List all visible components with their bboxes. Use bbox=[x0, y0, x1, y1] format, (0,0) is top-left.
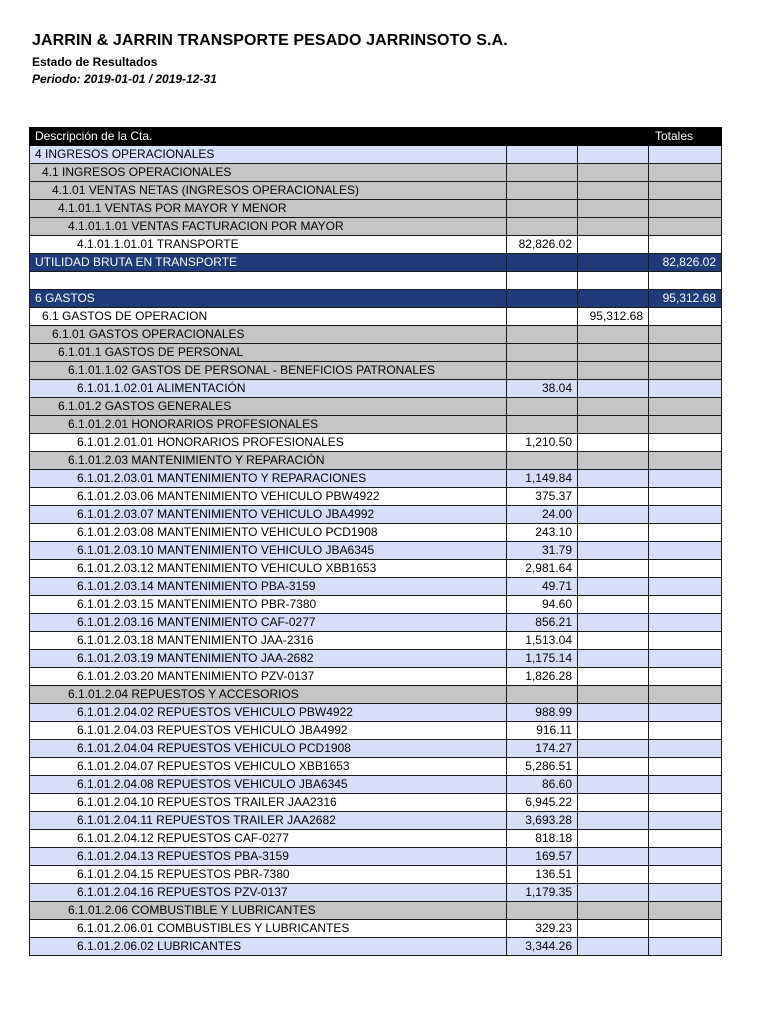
amount-value-1 bbox=[507, 415, 578, 433]
account-description: 6.1.01.2.03.14 MANTENIMIENTO PBA-3159 bbox=[30, 577, 507, 595]
table-row bbox=[30, 379, 722, 397]
amount-value-1 bbox=[507, 182, 578, 200]
amount-value-2 bbox=[578, 703, 649, 721]
amount-value-1 bbox=[507, 901, 578, 919]
amount-value-1: 38.04 bbox=[507, 379, 578, 397]
amount-value-1: 136.51 bbox=[507, 865, 578, 883]
total-value bbox=[649, 487, 722, 505]
amount-value-1: 856.21 bbox=[507, 613, 578, 631]
company-name: JARRIN & JARRIN TRANSPORTE PESADO JARRINSOTO S.A. bbox=[32, 32, 508, 49]
amount-value-1: 1,513.04 bbox=[507, 631, 578, 649]
amount-value-2 bbox=[578, 218, 649, 236]
table-row bbox=[30, 901, 722, 919]
amount-value-1 bbox=[507, 343, 578, 361]
account-description: 6.1.01.2.06.02 LUBRICANTES bbox=[30, 937, 507, 955]
amount-value-1 bbox=[507, 397, 578, 415]
amount-value-1: 1,210.50 bbox=[507, 433, 578, 451]
total-value bbox=[649, 919, 722, 937]
account-description: 4.1.01.1.01.01 TRANSPORTE bbox=[30, 236, 507, 254]
amount-value-2 bbox=[578, 919, 649, 937]
total-value bbox=[649, 685, 722, 703]
account-description: 6.1.01.2.03.16 MANTENIMIENTO CAF-0277 bbox=[30, 613, 507, 631]
amount-value-1: 49.71 bbox=[507, 577, 578, 595]
total-value bbox=[649, 343, 722, 361]
account-description: 6.1.01.2.04.07 REPUESTOS VEHICULO XBB1653 bbox=[30, 757, 507, 775]
account-description: 6.1.01.2.01.01 HONORARIOS PROFESIONALES bbox=[30, 433, 507, 451]
table-row bbox=[30, 164, 722, 182]
table-row bbox=[30, 343, 722, 361]
table-row bbox=[30, 325, 722, 343]
amount-value-1 bbox=[507, 451, 578, 469]
amount-value-1 bbox=[507, 272, 578, 290]
amount-value-1: 31.79 bbox=[507, 541, 578, 559]
amount-value-1: 82,826.02 bbox=[507, 236, 578, 254]
amount-value-1 bbox=[507, 146, 578, 164]
total-value bbox=[649, 739, 722, 757]
total-value bbox=[649, 649, 722, 667]
amount-value-2 bbox=[578, 631, 649, 649]
account-description: 6.1.01.2.04.03 REPUESTOS VEHICULO JBA4992 bbox=[30, 721, 507, 739]
table-row bbox=[30, 272, 722, 290]
table-row bbox=[30, 361, 722, 379]
table-row bbox=[30, 218, 722, 236]
table-row bbox=[30, 757, 722, 775]
account-description: 6.1.01 GASTOS OPERACIONALES bbox=[30, 325, 507, 343]
total-value bbox=[649, 883, 722, 901]
account-description: 6.1.01.2.04.08 REPUESTOS VEHICULO JBA6345 bbox=[30, 775, 507, 793]
account-description bbox=[30, 272, 507, 290]
account-description: 6.1.01.2.04.13 REPUESTOS PBA-3159 bbox=[30, 847, 507, 865]
account-description: 6 GASTOS bbox=[30, 289, 507, 307]
amount-value-2 bbox=[578, 721, 649, 739]
account-description: 6.1.01.2.04.15 REPUESTOS PBR-7380 bbox=[30, 865, 507, 883]
total-value bbox=[649, 307, 722, 325]
account-description: 6.1.01.2.04.02 REPUESTOS VEHICULO PBW4922 bbox=[30, 703, 507, 721]
amount-value-2 bbox=[578, 469, 649, 487]
total-value bbox=[649, 182, 722, 200]
account-description: 6.1.01.2.03.12 MANTENIMIENTO VEHICULO XBB1653 bbox=[30, 559, 507, 577]
amount-value-2 bbox=[578, 937, 649, 955]
account-description: 6.1.01.2.04.16 REPUESTOS PZV-0137 bbox=[30, 883, 507, 901]
amount-value-2 bbox=[578, 433, 649, 451]
amount-value-1: 1,149.84 bbox=[507, 469, 578, 487]
amount-value-2 bbox=[578, 829, 649, 847]
total-value bbox=[649, 146, 722, 164]
amount-value-1: 375.37 bbox=[507, 487, 578, 505]
amount-value-1: 1,175.14 bbox=[507, 649, 578, 667]
amount-value-2 bbox=[578, 775, 649, 793]
total-value bbox=[649, 793, 722, 811]
amount-value-2 bbox=[578, 236, 649, 254]
account-description: 6.1.01.2.03.08 MANTENIMIENTO VEHICULO PCD1908 bbox=[30, 523, 507, 541]
total-value bbox=[649, 218, 722, 236]
total-value bbox=[649, 325, 722, 343]
total-value bbox=[649, 523, 722, 541]
table-row bbox=[30, 883, 722, 901]
table-row bbox=[30, 487, 722, 505]
account-description: 4 INGRESOS OPERACIONALES bbox=[30, 146, 507, 164]
amount-value-1: 916.11 bbox=[507, 721, 578, 739]
amount-value-1: 2,981.64 bbox=[507, 559, 578, 577]
amount-value-2 bbox=[578, 343, 649, 361]
account-description: 4.1.01.1.01 VENTAS FACTURACION POR MAYOR bbox=[30, 218, 507, 236]
amount-value-1 bbox=[507, 218, 578, 236]
column-header-blank-2 bbox=[578, 128, 649, 146]
amount-value-2 bbox=[578, 883, 649, 901]
account-description: 6.1.01.2.06 COMBUSTIBLE Y LUBRICANTES bbox=[30, 901, 507, 919]
table-row bbox=[30, 200, 722, 218]
amount-value-1: 1,179.35 bbox=[507, 883, 578, 901]
total-value bbox=[649, 541, 722, 559]
amount-value-2 bbox=[578, 254, 649, 272]
column-header-description: Descripción de la Cta. bbox=[30, 128, 507, 146]
amount-value-1: 6,945.22 bbox=[507, 793, 578, 811]
amount-value-2 bbox=[578, 451, 649, 469]
amount-value-2 bbox=[578, 200, 649, 218]
amount-value-2 bbox=[578, 361, 649, 379]
amount-value-1 bbox=[507, 685, 578, 703]
amount-value-1: 1,826.28 bbox=[507, 667, 578, 685]
total-value bbox=[649, 613, 722, 631]
table-row bbox=[30, 649, 722, 667]
table-row bbox=[30, 182, 722, 200]
amount-value-2 bbox=[578, 901, 649, 919]
account-description: UTILIDAD BRUTA EN TRANSPORTE bbox=[30, 254, 507, 272]
amount-value-1: 243.10 bbox=[507, 523, 578, 541]
amount-value-1 bbox=[507, 361, 578, 379]
account-description: 6.1.01.2.03.18 MANTENIMIENTO JAA-2316 bbox=[30, 631, 507, 649]
amount-value-2 bbox=[578, 541, 649, 559]
table-row bbox=[30, 469, 722, 487]
amount-value-2 bbox=[578, 164, 649, 182]
table-row bbox=[30, 721, 722, 739]
total-value bbox=[649, 505, 722, 523]
table-row bbox=[30, 523, 722, 541]
total-value bbox=[649, 865, 722, 883]
amount-value-2 bbox=[578, 182, 649, 200]
table-row bbox=[30, 631, 722, 649]
amount-value-2 bbox=[578, 577, 649, 595]
total-value bbox=[649, 415, 722, 433]
amount-value-2 bbox=[578, 865, 649, 883]
table-row bbox=[30, 146, 722, 164]
account-description: 4.1.01 VENTAS NETAS (INGRESOS OPERACIONALES) bbox=[30, 182, 507, 200]
account-description: 4.1 INGRESOS OPERACIONALES bbox=[30, 164, 507, 182]
total-value bbox=[649, 703, 722, 721]
account-description: 6.1.01.2.04.10 REPUESTOS TRAILER JAA2316 bbox=[30, 793, 507, 811]
table-row bbox=[30, 937, 722, 955]
report-title: Estado de Resultados bbox=[32, 55, 158, 69]
table-row bbox=[30, 289, 722, 307]
table-row bbox=[30, 397, 722, 415]
total-value: 95,312.68 bbox=[649, 289, 722, 307]
amount-value-1 bbox=[507, 289, 578, 307]
account-description: 4.1.01.1 VENTAS POR MAYOR Y MENOR bbox=[30, 200, 507, 218]
amount-value-2 bbox=[578, 487, 649, 505]
total-value bbox=[649, 811, 722, 829]
total-value bbox=[649, 433, 722, 451]
amount-value-2 bbox=[578, 146, 649, 164]
amount-value-1 bbox=[507, 200, 578, 218]
amount-value-1: 988.99 bbox=[507, 703, 578, 721]
total-value bbox=[649, 775, 722, 793]
total-value bbox=[649, 200, 722, 218]
amount-value-1: 86.60 bbox=[507, 775, 578, 793]
table-row bbox=[30, 236, 722, 254]
table-row bbox=[30, 685, 722, 703]
amount-value-2 bbox=[578, 397, 649, 415]
amount-value-1: 169.57 bbox=[507, 847, 578, 865]
amount-value-2 bbox=[578, 272, 649, 290]
amount-value-2 bbox=[578, 847, 649, 865]
total-value bbox=[649, 451, 722, 469]
table-row bbox=[30, 667, 722, 685]
account-description: 6.1.01.2.03.06 MANTENIMIENTO VEHICULO PBW4922 bbox=[30, 487, 507, 505]
table-row bbox=[30, 775, 722, 793]
account-description: 6.1 GASTOS DE OPERACION bbox=[30, 307, 507, 325]
amount-value-2 bbox=[578, 289, 649, 307]
amount-value-2 bbox=[578, 559, 649, 577]
amount-value-1: 174.27 bbox=[507, 739, 578, 757]
total-value bbox=[649, 272, 722, 290]
table-row bbox=[30, 254, 722, 272]
account-description: 6.1.01.2.03.01 MANTENIMIENTO Y REPARACIONES bbox=[30, 469, 507, 487]
table-row bbox=[30, 595, 722, 613]
amount-value-2 bbox=[578, 667, 649, 685]
table-row bbox=[30, 613, 722, 631]
account-description: 6.1.01.2.03.19 MANTENIMIENTO JAA-2682 bbox=[30, 649, 507, 667]
total-value bbox=[649, 847, 722, 865]
table-row bbox=[30, 307, 722, 325]
table-row bbox=[30, 505, 722, 523]
amount-value-2 bbox=[578, 415, 649, 433]
amount-value-2 bbox=[578, 739, 649, 757]
amount-value-1 bbox=[507, 254, 578, 272]
account-description: 6.1.01.2.03.07 MANTENIMIENTO VEHICULO JBA4992 bbox=[30, 505, 507, 523]
total-value bbox=[649, 236, 722, 254]
table-row bbox=[30, 793, 722, 811]
amount-value-2 bbox=[578, 379, 649, 397]
account-description: 6.1.01.1.02.01 ALIMENTACIÓN bbox=[30, 379, 507, 397]
table-row bbox=[30, 847, 722, 865]
total-value bbox=[649, 757, 722, 775]
report-period: Periodo: 2019-01-01 / 2019-12-31 bbox=[32, 72, 217, 86]
amount-value-2 bbox=[578, 757, 649, 775]
table-row bbox=[30, 919, 722, 937]
amount-value-2: 95,312.68 bbox=[578, 307, 649, 325]
amount-value-2 bbox=[578, 595, 649, 613]
total-value bbox=[649, 901, 722, 919]
table-row bbox=[30, 415, 722, 433]
amount-value-1: 5,286.51 bbox=[507, 757, 578, 775]
amount-value-2 bbox=[578, 685, 649, 703]
table-row bbox=[30, 577, 722, 595]
table-row bbox=[30, 703, 722, 721]
account-description: 6.1.01.2 GASTOS GENERALES bbox=[30, 397, 507, 415]
amount-value-2 bbox=[578, 811, 649, 829]
amount-value-1: 3,344.26 bbox=[507, 937, 578, 955]
total-value bbox=[649, 721, 722, 739]
table-body bbox=[30, 146, 722, 956]
report-header bbox=[32, 30, 508, 88]
account-description: 6.1.01.1 GASTOS DE PERSONAL bbox=[30, 343, 507, 361]
account-description: 6.1.01.2.04.04 REPUESTOS VEHICULO PCD1908 bbox=[30, 739, 507, 757]
total-value bbox=[649, 397, 722, 415]
total-value bbox=[649, 631, 722, 649]
table-row bbox=[30, 739, 722, 757]
account-description: 6.1.01.1.02 GASTOS DE PERSONAL - BENEFICIOS PATRONALES bbox=[30, 361, 507, 379]
table-header-row bbox=[30, 128, 722, 146]
total-value bbox=[649, 577, 722, 595]
total-value bbox=[649, 469, 722, 487]
amount-value-2 bbox=[578, 325, 649, 343]
table-row bbox=[30, 541, 722, 559]
account-description: 6.1.01.2.03.15 MANTENIMIENTO PBR-7380 bbox=[30, 595, 507, 613]
amount-value-2 bbox=[578, 793, 649, 811]
account-description: 6.1.01.2.06.01 COMBUSTIBLES Y LUBRICANTES bbox=[30, 919, 507, 937]
table-row bbox=[30, 829, 722, 847]
table-row bbox=[30, 811, 722, 829]
amount-value-1: 24.00 bbox=[507, 505, 578, 523]
table-row bbox=[30, 865, 722, 883]
amount-value-1: 818.18 bbox=[507, 829, 578, 847]
total-value bbox=[649, 595, 722, 613]
amount-value-1: 3,693.28 bbox=[507, 811, 578, 829]
column-header-totals: Totales bbox=[649, 128, 722, 146]
account-description: 6.1.01.2.04.12 REPUESTOS CAF-0277 bbox=[30, 829, 507, 847]
account-description: 6.1.01.2.04 REPUESTOS Y ACCESORIOS bbox=[30, 685, 507, 703]
amount-value-1 bbox=[507, 307, 578, 325]
table-row bbox=[30, 433, 722, 451]
total-value bbox=[649, 937, 722, 955]
account-description: 6.1.01.2.03 MANTENIMIENTO Y REPARACIÓN bbox=[30, 451, 507, 469]
amount-value-2 bbox=[578, 613, 649, 631]
account-description: 6.1.01.2.03.10 MANTENIMIENTO VEHICULO JBA6345 bbox=[30, 541, 507, 559]
total-value: 82,826.02 bbox=[649, 254, 722, 272]
account-description: 6.1.01.2.04.11 REPUESTOS TRAILER JAA2682 bbox=[30, 811, 507, 829]
amount-value-2 bbox=[578, 505, 649, 523]
amount-value-1 bbox=[507, 325, 578, 343]
account-description: 6.1.01.2.01 HONORARIOS PROFESIONALES bbox=[30, 415, 507, 433]
amount-value-1: 94.60 bbox=[507, 595, 578, 613]
amount-value-1: 329.23 bbox=[507, 919, 578, 937]
total-value bbox=[649, 164, 722, 182]
amount-value-1 bbox=[507, 164, 578, 182]
income-statement-table bbox=[29, 127, 722, 956]
total-value bbox=[649, 559, 722, 577]
total-value bbox=[649, 361, 722, 379]
total-value bbox=[649, 379, 722, 397]
account-description: 6.1.01.2.03.20 MANTENIMIENTO PZV-0137 bbox=[30, 667, 507, 685]
column-header-blank-1 bbox=[507, 128, 578, 146]
total-value bbox=[649, 829, 722, 847]
table-row bbox=[30, 451, 722, 469]
table-row bbox=[30, 559, 722, 577]
amount-value-2 bbox=[578, 649, 649, 667]
total-value bbox=[649, 667, 722, 685]
amount-value-2 bbox=[578, 523, 649, 541]
